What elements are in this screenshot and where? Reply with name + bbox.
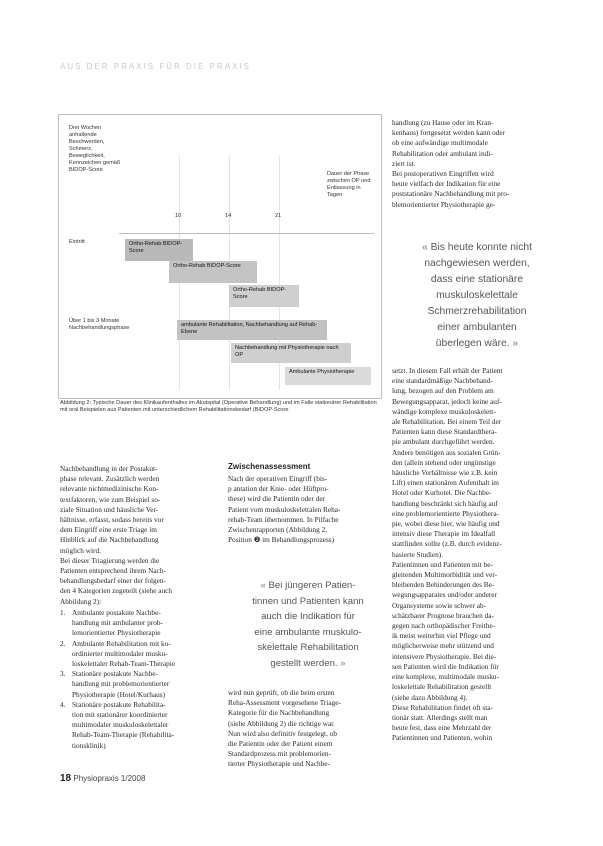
list-item: [60, 608, 218, 639]
text-line: eine problemorientierte Physiothera-: [392, 508, 499, 518]
bar-ambulant-rehab: ambulante Rehabilitation, Nachbehandlung auf Rehab-Ebene: [177, 320, 327, 340]
list-number: 1.: [60, 608, 66, 617]
text-line: relevante nichtmedizinische Kon-: [60, 484, 159, 494]
text-line: textfaktoren, wie zum Beispiel so-: [60, 494, 161, 504]
list-number: 3.: [60, 669, 66, 679]
list-item: [60, 700, 218, 751]
figure-right-label: Dauer der Phase zwischen OP und Entlassung in Tagen: [327, 171, 371, 198]
text-line: intensiv diese Therapie im Idealfall: [392, 529, 496, 539]
text-line: handlung mit problemorientierter: [72, 679, 170, 689]
text-line: Hotel oder Kurhotel. Die Nachbe-: [392, 488, 492, 498]
text-line: Patientinnen und Patienten mit be-: [392, 559, 493, 569]
pullquote-line: überlegen wäre.: [435, 338, 510, 349]
pullquote-line: tinnen und Patienten kann: [252, 595, 364, 607]
text-line: kenhaus) fortgesetzt werden kann oder: [392, 128, 506, 138]
text-line: (siehe dazu Abbildung 4).: [392, 692, 468, 702]
text-line: wändige komplexe muskuloskelett-: [392, 406, 496, 416]
axis-tick: 14: [225, 213, 232, 219]
text-line: Andere benötigen aus sozialen Grün-: [392, 447, 501, 457]
journal-name: Physiopraxis 1/2008: [73, 774, 146, 783]
left-column: [60, 464, 218, 607]
pullquote-line: Bis heute konnte nicht: [430, 242, 532, 253]
figure-caption: Abbildung 2: Typische Dauer des Klinikaufenthaltes im Akutspital (Operative Behandlung) und im Falle stationärer Rehabilitation mit oral Beispielen aus Patienten mit unterschiedlichem Rehabilitationsbedarf (BIDOP-Score: [60, 400, 377, 414]
text-line: rehab-Team übernommen. In Pilfache: [228, 514, 339, 524]
text-line: heute fest, dass eine Mehrzahl der: [392, 723, 492, 733]
middle-column-bottom: [228, 688, 382, 770]
pullquote-line: auch die Indikation für: [261, 611, 355, 622]
text-line: Lift) einen stationären Aufenthalt im: [392, 478, 499, 488]
text-line: heute vielfach der Indikation für eine: [392, 179, 501, 189]
text-line: Patientinnen und Patienten, wohin: [392, 733, 493, 743]
figure-left-label: Drei Wochen anhaltende Beschwerden, Schmerz, Beweglichkeit, Kennzeichen gemäß BIDOP-Score: [69, 125, 121, 173]
pullquote-stationaer: [398, 240, 556, 352]
text-line: ordinierter multimodaler musku-: [72, 648, 168, 658]
text-line: eine standardmäßige Nachbehand-: [392, 376, 493, 386]
text-line: den 4 Kategorien zugeteilt (siehe auch: [60, 586, 173, 596]
text-line: gegen nach orthopädischer Freithe-: [392, 621, 496, 631]
row-label-nachbehandlung: Über 1 bis 3 Monate Nachbehandlungsphase: [69, 318, 130, 331]
right-column-top: [392, 118, 544, 210]
text-line: intensivere Physiotherapie. Bei die-: [392, 651, 497, 661]
text-line: gleitenden Multimorbidität und ver-: [392, 570, 498, 580]
text-line: Bei dieser Triagierung werden die: [60, 555, 160, 565]
text-line: Bewegungsapparat, jedoch keine auf-: [392, 396, 502, 406]
text-line: Stationäre postakute Rehabilita-: [72, 699, 166, 709]
page-number: 18: [60, 773, 72, 784]
text-line: loskelettale Rehabilitation gestellt: [392, 682, 492, 692]
text-line: tionsklinik): [72, 740, 106, 750]
text-line: tion mit stationärer koordinierter: [72, 710, 168, 720]
text-line: pie ambulant durchgeführt werden.: [392, 437, 495, 447]
text-line: schätzbarer Prognose brauchen da-: [392, 610, 494, 620]
text-line: Zwischenrapporten (Abbildung 2,: [228, 525, 328, 535]
text-line: Kategorie für die Nachbehandlung: [228, 708, 330, 718]
text-line: Ambulante Rehabilitation mit ko-: [72, 638, 171, 648]
pullquote-line: eine ambulante muskulo-: [254, 626, 362, 638]
text-line: Patienten entsprechend ihrem Nach-: [60, 566, 166, 576]
bar-rehab-3: Ortho-Rehab BIDOP-Score: [229, 285, 299, 307]
text-line: ik meist weiterhin viel Pflege und: [392, 631, 491, 641]
quote-close-icon: »: [512, 338, 519, 349]
text-line: möglich wird.: [60, 545, 101, 555]
text-line: loskelettaler Rehab-Team-Therapie: [72, 659, 176, 669]
text-line: Nun wird also definitiv festgelegt, ob: [228, 728, 338, 738]
triage-list: [60, 608, 218, 751]
text-line: den (allein stehend oder ungünstige: [392, 457, 496, 467]
text-line: dem Eingriff eine erste Triage im: [60, 525, 157, 535]
text-line: ziale Situation und häusliche Ver-: [60, 504, 159, 514]
text-line: Rehab-Team-Therapie (Rehabilita-: [72, 730, 175, 740]
quote-close-icon: »: [340, 657, 346, 669]
text-line: eine komplexe, multimodale musku-: [392, 672, 499, 682]
text-line: behandlungsbedarf einer der folgen-: [60, 576, 166, 586]
text-line: tionär statt. Allerdings stellt man: [392, 712, 488, 722]
text-line: Nach der operativen Eingriff (bis-: [228, 474, 328, 483]
figure-diagram: [58, 114, 382, 399]
row-label-eintritt: Eintritt: [69, 239, 85, 245]
bar-physio-nachbehandlung: Nachbehandlung mit Physiotherapie nach OP: [231, 343, 351, 363]
text-line: Hinblick auf die Nachbehandlung: [60, 535, 159, 545]
text-line: stattfinden sollte (z.B. durch evidenz-: [392, 539, 502, 549]
text-line: poststationäre Nachbehandlung mit pro-: [392, 189, 510, 199]
text-line: multimodaler muskuloskelettaler: [72, 720, 169, 730]
list-number: 4.: [60, 699, 66, 709]
text-line: sen Patienten wird die Indikation für: [392, 661, 499, 671]
text-line: tierter Physiotherapie und Nachbe-: [228, 759, 330, 769]
pullquote-line: dass eine stationäre: [430, 274, 524, 285]
text-line: Stationäre postakute Nachbe-: [72, 669, 158, 679]
text-line: Nachbehandlung in der Postakut-: [60, 464, 158, 473]
pullquote-line: Schmerzrehabilitation: [427, 306, 527, 317]
text-line: die Patientin oder der Patient einem: [228, 739, 333, 749]
text-line: lung, bezogen auf den Problem am: [392, 386, 494, 396]
text-line: handlung mit ambulanter prob-: [72, 618, 163, 628]
text-line: these) wird die Patientin oder der: [228, 494, 326, 504]
axis-tick: 10: [175, 213, 182, 219]
text-line: Reha-Assessment vorgesehene Triage-: [228, 698, 341, 708]
text-line: pie, wobei diese hier, wie häufig und: [392, 519, 500, 529]
text-line: lemorientierter Physiotherapie: [72, 628, 161, 638]
list-number: 2.: [60, 638, 66, 648]
pullquote-line: einer ambulanten: [437, 322, 517, 333]
text-line: Rehabilitation oder ambulant indi-: [392, 148, 493, 158]
bar-rehab-1: Ortho-Rehab BIDOP-Score: [125, 239, 193, 261]
axis-line: [119, 233, 374, 234]
page-footer: [60, 773, 145, 784]
section-heading-zwischenassessment: Zwischenassessment: [228, 462, 311, 471]
text-line: Ambulante postakute Nachbe-: [72, 608, 161, 617]
middle-column-top: [228, 474, 382, 545]
text-line: Standardprozess mit problemorien-: [228, 749, 331, 759]
text-line: ale Rehabilitation. Bei einem Teil der: [392, 417, 502, 427]
text-line: bleibenden Behinderungen des Be-: [392, 580, 495, 590]
pullquote-ambulant: [224, 578, 392, 671]
text-line: phase relevant. Zusätzlich werden: [60, 474, 160, 484]
text-line: handlung (zu Hause oder im Kran-: [392, 118, 494, 127]
text-line: möglicherweise mehr stützend und: [392, 641, 494, 651]
bar-ambulant-physio: Ambulante Physiotherapie: [285, 367, 371, 385]
running-header: AUS DER PRAXIS FÜR DIE PRAXIS: [60, 62, 251, 71]
bar-rehab-2: Ortho-Rehab BIDOP-Score: [169, 261, 257, 283]
text-line: ob eine aufwändige multimodale: [392, 138, 488, 148]
text-line: hältnisse, erfasst, sodass bereits vor: [60, 515, 164, 525]
pullquote-line: nachgewiesen werden,: [424, 258, 530, 269]
text-line: Physiotherapie (Hotel/Kurhaus): [72, 689, 166, 699]
text-line: Abbildung 2):: [60, 596, 102, 606]
text-line: Bei postoperativen Eingriffen wird: [392, 169, 494, 179]
text-line: setzt. In diesem Fall erhält der Patient: [392, 366, 503, 375]
text-line: blemorientierter Physiotherapie ge-: [392, 199, 496, 209]
text-line: handlung beschränkt sich häufig auf: [392, 498, 498, 508]
text-line: ziert ist.: [392, 158, 416, 168]
text-line: Organsysteme sowie schwer ab-: [392, 600, 487, 610]
list-item: [60, 669, 218, 700]
list-item: [60, 639, 218, 670]
text-line: Position ❷ im Behandlungsprozess): [228, 535, 335, 545]
text-line: (siehe Abbildung 2) die richtige war.: [228, 718, 335, 728]
pullquote-line: muskuloskelettale: [436, 290, 518, 301]
text-line: wird nun geprüft, ob die beim ersten: [228, 688, 335, 697]
pullquote-line: gestellt werden.: [270, 657, 338, 669]
quote-open-icon: «: [260, 580, 266, 591]
right-column-bottom: [392, 366, 544, 744]
quote-open-icon: «: [422, 242, 428, 253]
text-line: wegungsapparates und/oder anderer: [392, 590, 497, 600]
text-line: Diese Rehabilitation findet oft sta-: [392, 702, 493, 712]
pullquote-line: Bei jüngeren Patien-: [268, 580, 356, 591]
text-line: Patient vom muskuloskelettalen Reha-: [228, 504, 341, 514]
text-line: basierte Studien).: [392, 549, 444, 559]
text-line: p antation der Knie- oder Hüftpro-: [228, 484, 329, 494]
axis-tick: 21: [275, 213, 282, 219]
text-line: häusliche Verhältnisse wie z.B. kein: [392, 468, 498, 478]
text-line: Patienten kann diese Standardthera-: [392, 427, 497, 437]
pullquote-line: skelettale Rehabilitation: [257, 642, 359, 653]
